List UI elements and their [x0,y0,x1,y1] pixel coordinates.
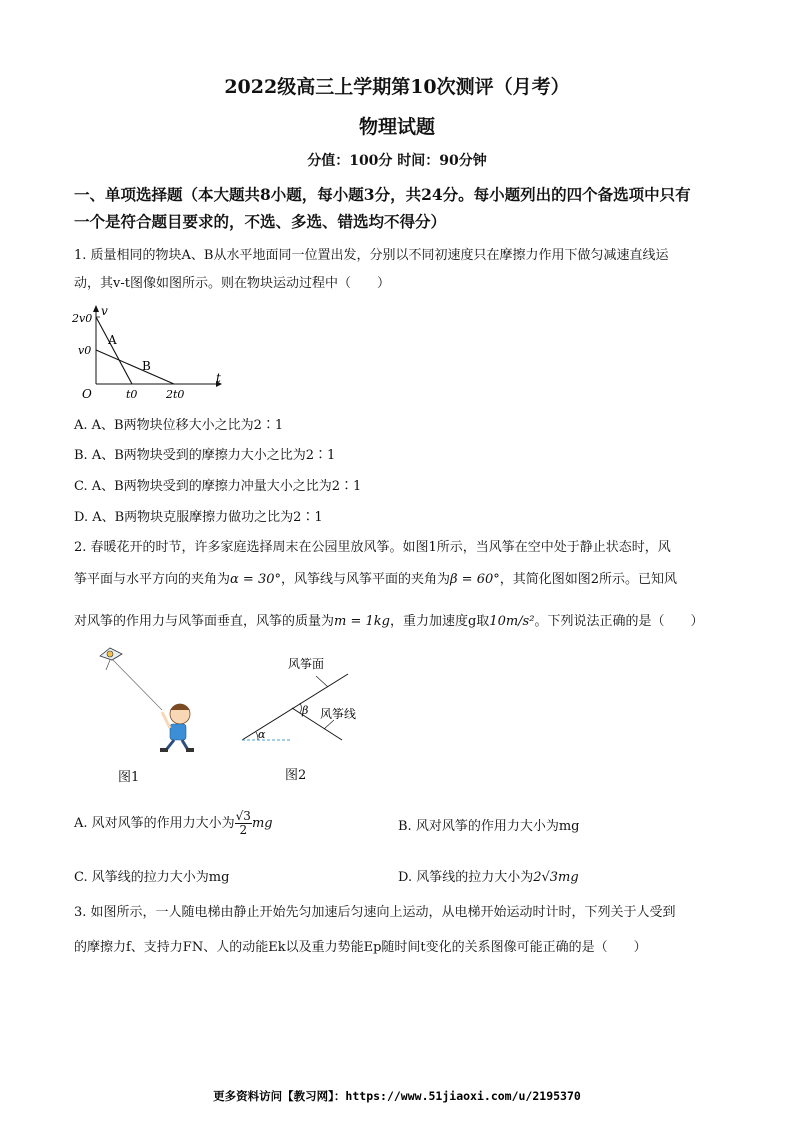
score-time-line: 分值：100分 时间：90分钟 [307,153,487,169]
q1-label-b: B [142,359,151,373]
kite-string [112,659,162,710]
section-heading-line2: 一个是符合题目要求的，不选、多选、错选均不得分） [74,212,447,231]
q2-figure-2 [236,652,356,752]
q2-option-a-suffix: mg [251,816,273,831]
q2-stem-line3 [74,612,734,632]
page-subtitle: 物理试题 [358,116,435,138]
q2-line2-b: ，风筝线与风筝平面的夹角为 [281,572,451,587]
q1-vt-graph [70,304,230,404]
q1-option-b[interactable]: B. A、B两物块受到的摩擦力大小之比为2∶1 [74,448,336,463]
q2-option-d-value: 2√3mg [533,870,579,885]
q1-stem-line2: 动，其v-t图像如图所示。则在物块运动过程中（ ） [74,276,390,291]
q2-figure-1 [96,644,206,756]
q1-option-a[interactable]: A. A、B两物块位移大小之比为2∶1 [74,418,284,433]
q2-line3-c: 。下列说法正确的是（ ） [534,614,704,629]
fig2-string-label: 风筝线 [320,707,356,721]
q2-beta-eq: β = 60° [450,572,500,587]
q2-option-a[interactable] [74,810,273,837]
q2-option-d-prefix: D. 风筝线的拉力大小为 [398,870,534,885]
q2-g-value: 10m/s² [489,614,535,629]
sqrt3-over-2-fraction [235,810,252,837]
child-illustration [160,704,194,752]
q2-option-c[interactable]: C. 风筝线的拉力大小为mg [74,870,230,885]
q1-stem-line1: 1. 质量相同的物块A、B从水平地面同一位置出发，分别以不同初速度只在摩擦力作用下做匀减速直线运 [74,248,669,263]
q2-mass-eq: m = 1kg [334,614,390,629]
q2-stem-line1: 2. 春暖花开的时节，许多家庭选择周末在公园里放风筝。如图1所示，当风筝在空中处于静止状态时，风 [74,540,671,555]
q1-label-v: v [101,304,108,318]
kite-illustration [100,648,122,670]
plane-pointer [316,676,328,687]
q1-line-b [96,350,174,384]
q2-line2-a: 筝平面与水平方向的夹角为 [74,572,231,587]
q2-line3-a: 对风筝的作用力与风筝面垂直，风筝的质量为 [74,614,335,629]
q1-label-2t0: 2t0 [166,388,185,401]
q1-label-v0: v0 [78,344,92,357]
q2-figure-2-caption: 图2 [285,768,307,783]
fraction-numerator: √3 [235,809,251,823]
q3-stem-line1: 3. 如图所示，一人随电梯由静止开始先匀加速后匀速向上运动，从电梯开始运动时计时，下列关于人受到 [74,905,676,920]
q1-label-t: t [216,371,221,385]
q2-option-b[interactable]: B. 风对风筝的作用力大小为mg [398,819,580,834]
fraction-denominator: 2 [239,823,248,837]
q1-label-t0: t0 [126,388,138,401]
q3-stem-line2: 的摩擦力f、支持力FN、人的动能Ek以及重力势能Ep随时间t变化的关系图像可能正确的是（ ） [74,940,647,955]
string-pointer [324,720,334,729]
q1-v-axis-arrow [93,305,99,312]
q2-figure-1-caption: 图1 [118,770,140,785]
q2-stem-line2 [74,570,734,590]
q1-option-d[interactable]: D. A、B两物块克服摩擦力做功之比为2∶1 [74,510,323,525]
fig2-beta-label: β [302,704,309,717]
q1-label-2v0: 2v0 [72,312,93,325]
section-heading-line1: 一、单项选择题（本大题共8小题，每小题3分，共24分。每小题列出的四个备选项中只有 [74,185,691,204]
fig2-plane-label: 风筝面 [288,657,325,671]
page-title: 2022级高三上学期第10次测评（月考） [224,76,570,98]
fig2-alpha-label: α [258,728,266,741]
q2-option-a-prefix: A. 风对风筝的作用力大小为 [74,816,235,831]
q1-option-c[interactable]: C. A、B两物块受到的摩擦力冲量大小之比为2∶1 [74,479,362,494]
q2-line2-c: ，其简化图如图2所示。已知风 [499,572,678,587]
q2-option-d[interactable] [398,866,579,885]
q2-alpha-eq: α = 30° [230,572,281,587]
q1-label-origin: O [82,387,92,401]
q1-line-a [96,317,132,384]
footer-source-link[interactable]: 更多资料访问【教习网】：https://www.51jiaoxi.com/u/2195370 [213,1089,581,1103]
q2-line3-b: ，重力加速度g取 [389,614,490,629]
q1-label-a: A [108,333,117,347]
